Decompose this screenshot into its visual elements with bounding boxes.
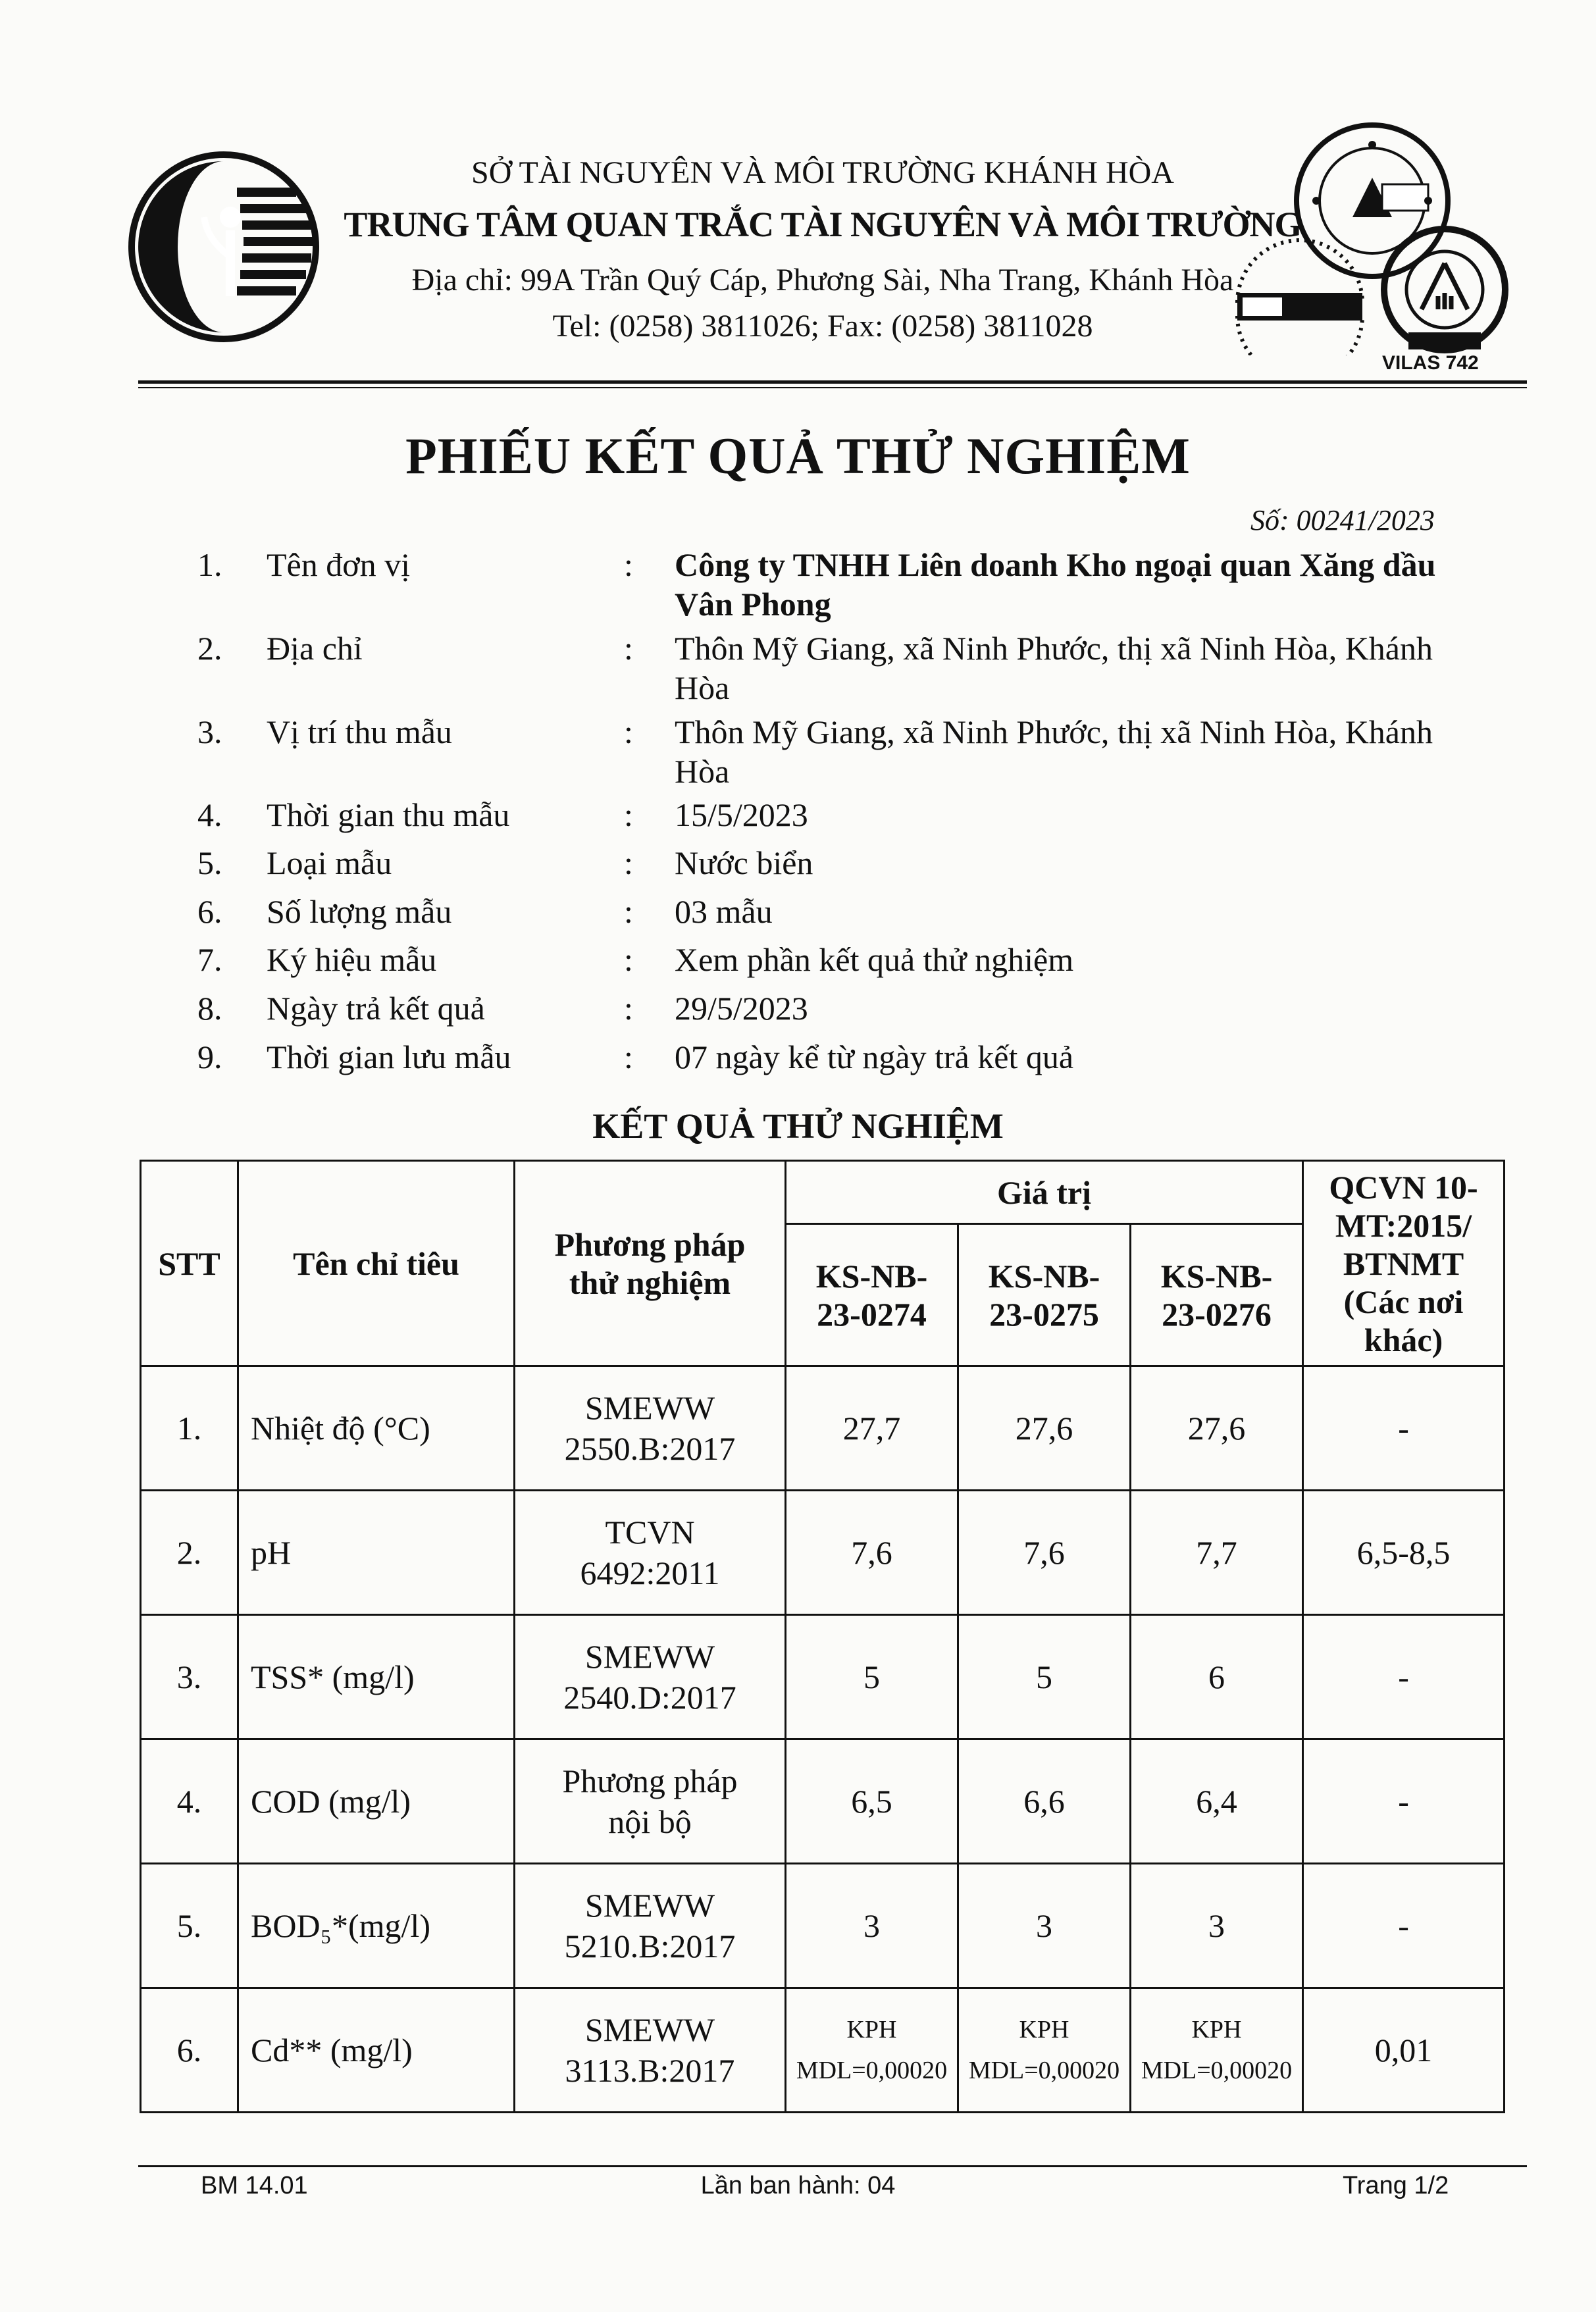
row-stt: 2.	[141, 1491, 238, 1615]
info-number: 9.	[197, 1039, 222, 1075]
info-value: 15/5/2023	[675, 796, 808, 833]
row-limit: -	[1303, 1366, 1505, 1491]
header-sample-2: KS-NB- 23-0275	[958, 1224, 1131, 1366]
row-indicator-name: BOD₅*(mg/l)	[238, 1864, 515, 1988]
row-stt: 3.	[141, 1615, 238, 1739]
row-value-sample-2: 3	[958, 1864, 1131, 1988]
footer-divider	[138, 2165, 1527, 2167]
row-indicator-name: COD (mg/l)	[238, 1739, 515, 1864]
info-number: 2.	[197, 630, 222, 667]
row-method: SMEWW 2550.B:2017	[515, 1366, 786, 1491]
info-colon: :	[624, 713, 633, 750]
table-row	[141, 1615, 1505, 1739]
org-name: TRUNG TÂM QUAN TRẮC TÀI NGUYÊN VÀ MÔI TRƯỜNG	[344, 205, 1302, 244]
table-row	[141, 1739, 1505, 1864]
header-sample-3: KS-NB- 23-0276	[1131, 1224, 1303, 1366]
table-row	[141, 1864, 1505, 1988]
header-value-group: Giá trị	[786, 1161, 1303, 1224]
info-colon: :	[624, 630, 633, 667]
row-value-sample-3: 27,6	[1131, 1366, 1303, 1491]
info-colon: :	[624, 990, 633, 1027]
table-row	[141, 1491, 1505, 1615]
info-label: Thời gian lưu mẫu	[267, 1039, 511, 1075]
row-method: SMEWW 5210.B:2017	[515, 1864, 786, 1988]
row-value-sample-2: 5	[958, 1615, 1131, 1739]
info-number: 7.	[197, 941, 222, 978]
info-value: 03 mẫu	[675, 893, 773, 930]
info-colon: :	[624, 844, 633, 881]
header-divider	[138, 380, 1527, 384]
footer-issue-number: Lần ban hành: 04	[700, 2172, 896, 2199]
info-value: Thôn Mỹ Giang, xã Ninh Phước, thị xã Ninh Hòa, Khánh Hòa	[675, 713, 1433, 790]
row-limit: 6,5-8,5	[1303, 1491, 1505, 1615]
info-label: Vị trí thu mẫu	[267, 713, 452, 750]
header-test-method: Phương pháp thử nghiệm	[515, 1161, 786, 1366]
org-contact: Tel: (0258) 3811026; Fax: (0258) 3811028	[552, 309, 1093, 344]
info-number: 5.	[197, 844, 222, 881]
info-label: Thời gian thu mẫu	[267, 796, 510, 833]
header-qcvn-limit: QCVN 10- MT:2015/ BTNMT (Các nơi khác)	[1303, 1161, 1505, 1366]
info-colon: :	[624, 893, 633, 930]
row-value-sample-2: 6,6	[958, 1739, 1131, 1864]
row-value-sample-1: 7,6	[786, 1491, 958, 1615]
row-method: SMEWW 3113.B:2017	[515, 1988, 786, 2113]
row-stt: 6.	[141, 1988, 238, 2113]
info-number: 8.	[197, 990, 222, 1027]
info-value: 29/5/2023	[675, 990, 808, 1027]
row-indicator-name: pH	[238, 1491, 515, 1615]
header-indicator-name: Tên chỉ tiêu	[238, 1161, 515, 1366]
info-number: 4.	[197, 796, 222, 833]
info-label: Địa chỉ	[267, 630, 363, 667]
document-number: Số: 00241/2023	[1250, 504, 1435, 536]
row-value-sample-1: 3	[786, 1864, 958, 1988]
info-colon: :	[624, 796, 633, 833]
row-method: Phương pháp nội bộ	[515, 1739, 786, 1864]
header-divider-thin	[138, 387, 1527, 388]
row-value-sample-3: KPH MDL=0,00020	[1131, 1988, 1303, 2113]
row-indicator-name: Cd** (mg/l)	[238, 1988, 515, 2113]
info-label: Tên đơn vị	[267, 546, 411, 583]
row-indicator-name: TSS* (mg/l)	[238, 1615, 515, 1739]
info-value: Công ty TNHH Liên doanh Kho ngoại quan Xăng dầu Vân Phong	[675, 546, 1436, 623]
row-value-sample-3: 3	[1131, 1864, 1303, 1988]
info-number: 3.	[197, 713, 222, 750]
boa-accreditation-icon	[1369, 224, 1520, 355]
row-value-sample-3: 6,4	[1131, 1739, 1303, 1864]
footer-page-number: Trang 1/2	[1343, 2172, 1449, 2199]
row-stt: 5.	[141, 1864, 238, 1988]
info-label: Số lượng mẫu	[267, 893, 452, 930]
info-value: Thôn Mỹ Giang, xã Ninh Phước, thị xã Ninh Hòa, Khánh Hòa	[675, 630, 1433, 706]
row-value-sample-2: 27,6	[958, 1366, 1131, 1491]
row-limit: -	[1303, 1739, 1505, 1864]
row-limit: 0,01	[1303, 1988, 1505, 2113]
vilas-code: VILAS 742	[1382, 352, 1479, 374]
row-value-sample-3: 6	[1131, 1615, 1303, 1739]
org-logo-icon	[125, 141, 322, 352]
header-sample-1: KS-NB- 23-0274	[786, 1224, 958, 1366]
row-indicator-name: Nhiệt độ (°C)	[238, 1366, 515, 1491]
row-method: TCVN 6492:2011	[515, 1491, 786, 1615]
info-number: 1.	[197, 546, 222, 583]
footer-form-code: BM 14.01	[201, 2172, 308, 2199]
row-method: SMEWW 2540.D:2017	[515, 1615, 786, 1739]
row-value-sample-3: 7,7	[1131, 1491, 1303, 1615]
row-value-sample-1: 5	[786, 1615, 958, 1739]
table-row	[141, 1366, 1505, 1491]
row-stt: 1.	[141, 1366, 238, 1491]
table-row	[141, 1988, 1505, 2113]
info-value: Xem phần kết quả thử nghiệm	[675, 941, 1074, 978]
row-value-sample-2: KPH MDL=0,00020	[958, 1988, 1131, 2113]
info-label: Ngày trả kết quả	[267, 990, 485, 1027]
info-number: 6.	[197, 893, 222, 930]
info-colon: :	[624, 546, 633, 583]
info-colon: :	[624, 1039, 633, 1075]
row-value-sample-1: 6,5	[786, 1739, 958, 1864]
org-parent-name: SỞ TÀI NGUYÊN VÀ MÔI TRƯỜNG KHÁNH HÒA	[471, 155, 1174, 190]
info-label: Loại mẫu	[267, 844, 392, 881]
row-value-sample-1: KPH MDL=0,00020	[786, 1988, 958, 2113]
document-title: PHIẾU KẾT QUẢ THỬ NGHIỆM	[405, 427, 1191, 484]
info-value: Nước biển	[675, 844, 813, 881]
ilac-mra-icon	[1224, 224, 1376, 355]
row-value-sample-1: 27,7	[786, 1366, 958, 1491]
row-stt: 4.	[141, 1739, 238, 1864]
org-address: Địa chỉ: 99A Trần Quý Cáp, Phương Sài, Nha Trang, Khánh Hòa	[411, 263, 1234, 297]
results-table	[140, 1160, 1505, 2113]
row-value-sample-2: 7,6	[958, 1491, 1131, 1615]
info-colon: :	[624, 941, 633, 978]
row-limit: -	[1303, 1615, 1505, 1739]
results-section-title: KẾT QUẢ THỬ NGHIỆM	[592, 1106, 1004, 1146]
row-limit: -	[1303, 1864, 1505, 1988]
info-label: Ký hiệu mẫu	[267, 941, 437, 978]
header-stt: STT	[141, 1161, 238, 1366]
info-value: 07 ngày kể từ ngày trả kết quả	[675, 1039, 1074, 1075]
